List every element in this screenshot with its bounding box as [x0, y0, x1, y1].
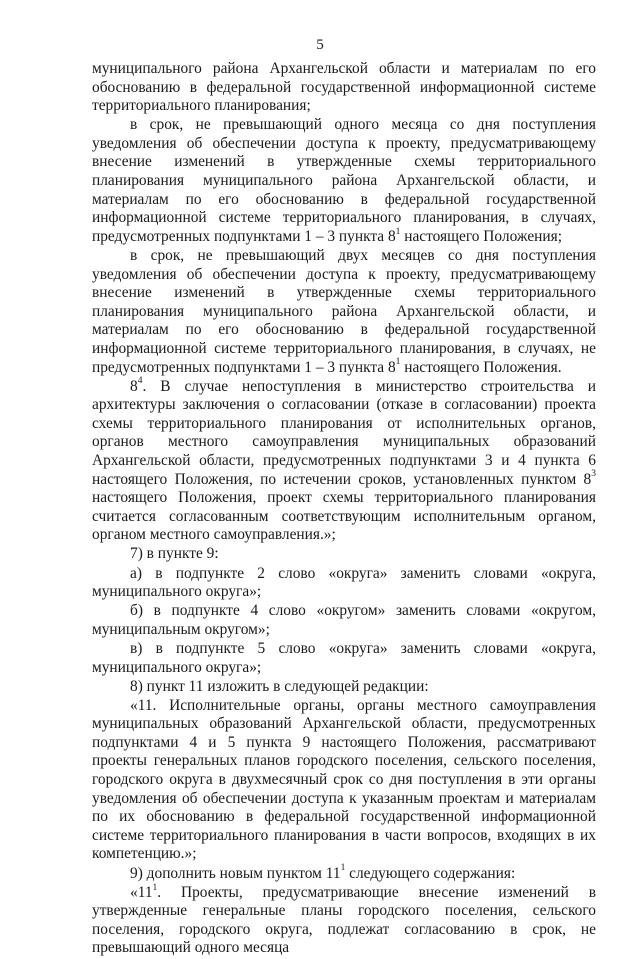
text-run: муниципального района Архангельской области и материалам по его обоснованию в федеральной государственной информационной системе территориального планирования; [92, 60, 596, 115]
text-run: настоящего Положения, проект схемы территориального планирования считается согласованным соответствующим исполнительным органом, органом местного самоуправления.»; [92, 489, 596, 544]
text-run: настоящего Положения; [400, 227, 562, 245]
superscript: 1 [340, 863, 346, 874]
paragraph [92, 678, 596, 697]
paragraph [92, 247, 596, 377]
text-run: следующего содержания: [345, 864, 516, 882]
text-run: в срок, не превышающий двух месяцев со дня поступления уведомления об обеспечении доступа к проекту, предусматривающему внесение изменений в утвержденные схемы территориального планирования муниципального района Архангельской области, и материалам по его обоснованию в федеральной государственной информационной системе территориального планирования, в случаях, не предусмотренных подпунктами 1 – 3 пункта 8 [92, 246, 596, 376]
paragraph [92, 640, 596, 677]
superscript: 1 [395, 226, 401, 237]
text-run: б) в подпункте 4 слово «округом» заменить словами «округом, муниципальным округом»; [92, 602, 596, 638]
text-run: «11 [130, 883, 153, 901]
text-run: настоящего Положения. [400, 358, 562, 376]
paragraph [92, 60, 596, 116]
paragraph [92, 602, 596, 639]
paragraph [92, 865, 596, 884]
text-run: 8) пункт 11 изложить в следующей редакции: [130, 677, 429, 695]
text-run: в) в подпункте 5 слово «округа» заменить словами «округа, муниципального округа»; [92, 639, 596, 676]
paragraph [92, 884, 596, 958]
text-run: а) в подпункте 2 слово «округа» заменить словами «округа, муниципального округа»; [92, 564, 596, 601]
text-run: 7) в пункте 9: [130, 545, 219, 563]
text-run: . В случае непоступления в министерство строительства и архитектуры заключения о согласовании (отказе в согласовании) проекта схемы территориального планирования от исполнительных органов, органов местного самоуправления муниципальных образований Архангельской области, предусмотренных подпунктами 3 и 4 пункта 6 настоящего Положения, по истечении сроков, установленных пунктом 8 [92, 377, 596, 488]
paragraph [92, 116, 596, 246]
superscript: 4 [137, 376, 143, 387]
paragraph [92, 545, 596, 564]
text-run: в срок, не превышающий одного месяца со дня поступления уведомления об обеспечении доступа к проекту, предусматривающему внесение изменений в утвержденные схемы территориального планирования муниципального района Архангельской области, и материалам по его обоснованию в федеральной государственной информационной системе территориального планирования, в случаях, предусмотренных подпунктами 1 – 3 пункта 8 [92, 116, 596, 245]
document-body [92, 60, 596, 959]
superscript: 1 [395, 357, 401, 368]
text-run: . Проекты, предусматривающие внесение изменений в утвержденные генеральные планы городского поселения, сельского поселения, городского округа, подлежат согласованию в срок, не превышающий одного месяца [92, 883, 596, 957]
text-run: «11. Исполнительные органы, органы местного самоуправления муниципальных образований Архангельской области, предусмотренных подпунктами 4 и 5 пункта 9 настоящего Положения, рассматривают проекты генеральных планов городского поселения, сельского поселения, городского округа в двухмесячный срок со дня поступления в эти органы уведомления об обеспечении доступа к указанным проектам и материалам по их обоснованию в федеральной государственной информационной системе территориального планирования в части вопросов, входящих в их компетенцию.»; [92, 696, 596, 863]
superscript: 3 [591, 469, 596, 480]
text-run: 9) дополнить новым пунктом 11 [130, 864, 341, 882]
paragraph [92, 697, 596, 864]
superscript: 1 [152, 882, 158, 893]
text-run: 8 [130, 377, 138, 395]
page-number: 5 [316, 37, 324, 53]
paragraph [92, 378, 596, 545]
paragraph [92, 565, 596, 602]
